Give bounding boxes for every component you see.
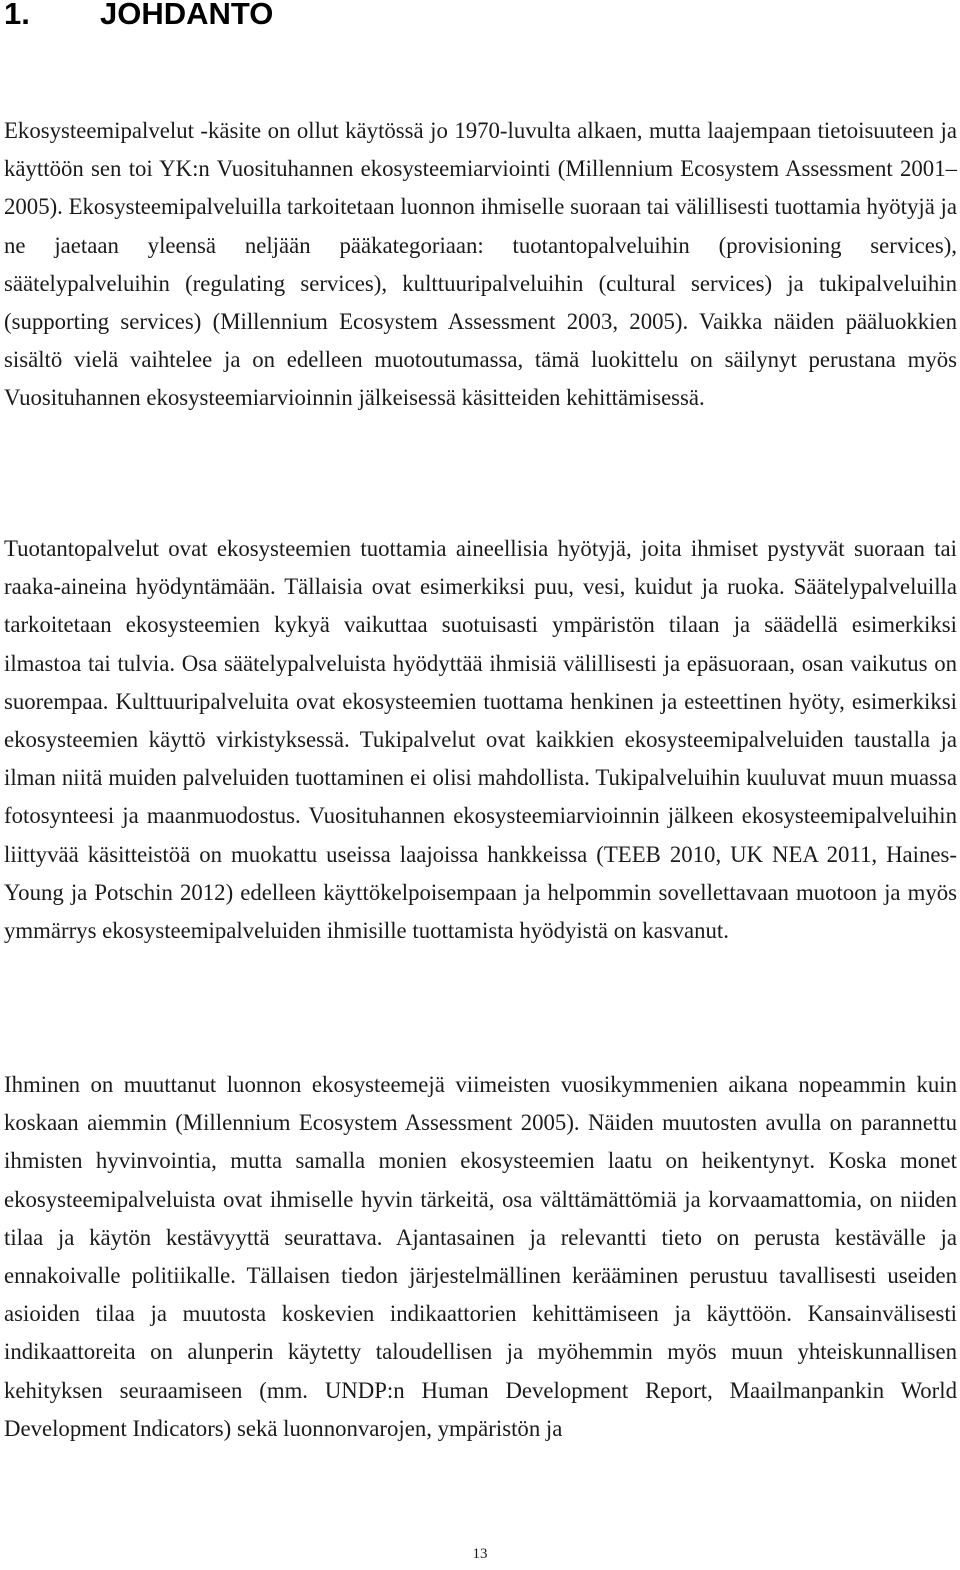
paragraph-2: Tuotantopalvelut ovat ekosysteemien tuottamia aineellisia hyötyjä, joita ihmiset pystyvät suoraan tai raaka-aineina hyödyntämään. Tällaisia ovat esimerkiksi puu, vesi, kuidut ja ruoka. Säätelypalveluilla tarkoitetaan ekosysteemien kykyä vaikuttaa suotuisasti ympäristön tilaan ja säädellä esimerkiksi ilmastoa tai tulvia. Osa säätelypalveluista hyödyttää ihmisiä välillisesti ja epäsuoraan, osan vaikutus on suorempaa. Kulttuuripalveluita ovat ekosysteemien tuottama henkinen ja esteettinen hyöty, esimerkiksi ekosysteemien käyttö virkistyksessä. Tukipalvelut ovat kaikkien ekosysteemipalveluiden taustalla ja ilman niitä muiden palveluiden tuottaminen ei olisi mahdollista. Tukipalveluihin kuuluvat muun muassa fotosynteesi ja maanmuodostus. Vuosituhannen ekosysteemiarvioinnin jälkeen ekosysteemipalveluihin liittyvää käsitteistöä on muokattu useissa laajoissa hankkeissa (TEEB 2010, UK NEA 2011, Haines-Young ja Potschin 2012) edelleen käyttökelpoisempaan ja helpommin sovellettavaan muotoon ja myös ymmärrys ekosysteemipalveluiden ihmisille tuottamista hyödyistä on kasvanut. (4, 536, 957, 944)
chapter-heading (4, 0, 273, 34)
page-number: 13 (472, 1546, 488, 1562)
paragraph-1: Ekosysteemipalvelut -käsite on ollut käytössä jo 1970-luvulta alkaen, mutta laajempaan tietoisuuteen ja käyttöön sen toi YK:n Vuosituhannen ekosysteemiarviointi (Millennium Ecosystem Assessment 2001–2005). Ekosysteemipalveluilla tarkoitetaan luonnon ihmiselle suoraan tai välillisesti tuottamia hyötyjä ja ne jaetaan yleensä neljään pääkategoriaan: tuotantopalveluihin (provisioning services), säätelypalveluihin (regulating services), kulttuuripalveluihin (cultural services) ja tukipalveluihin (supporting services) (Millennium Ecosystem Assessment 2003, 2005). Vaikka näiden pääluokkien sisältö vielä vaihtelee ja on edelleen muotoutumassa, tämä luokittelu on säilynyt perustana myös Vuosituhannen ekosysteemiarvioinnin jälkeisessä käsitteiden kehittämisessä. (4, 118, 957, 411)
paragraph-3: Ihminen on muuttanut luonnon ekosysteemejä viimeisten vuosikymmenien aikana nopeammin kuin koskaan aiemmin (Millennium Ecosystem Assessment 2005). Näiden muutosten avulla on parannettu ihmisten hyvinvointia, mutta samalla monien ekosysteemien laatu on heikentynyt. Koska monet ekosysteemipalveluista ovat ihmiselle hyvin tärkeitä, osa välttämättömiä ja korvaamattomia, on niiden tilaa ja käytön kestävyyttä seurattava. Ajantasainen ja relevantti tieto on perusta kestävälle ja ennakoivalle politiikalle. Tällaisen tiedon järjestelmällinen kerääminen perustuu tavallisesti useiden asioiden tilaa ja muutosta koskevien indikaattorien kehittämiseen ja käyttöön. Kansainvälisesti indikaattoreita on alunperin käytetty taloudellisen ja myöhemmin myös muun yhteiskunnallisen kehityksen seuraamiseen (mm. UNDP:n Human Development Report, Maailmanpankin World Development Indicators) sekä luonnonvarojen, ympäristön ja (4, 1072, 957, 1441)
chapter-title: JOHDANTO (100, 0, 274, 31)
chapter-number: 1. (4, 0, 30, 31)
